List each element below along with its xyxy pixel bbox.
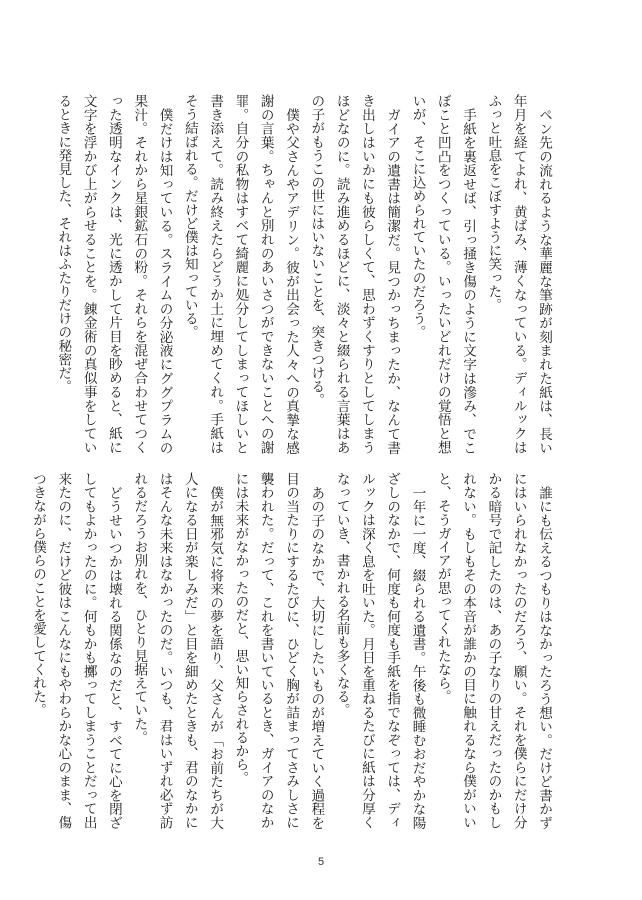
paragraph: 誰にも伝えるつもりはなかったろう想い。だけど書かずにはいられなかったのだろう、願い。それを僕らにだけ分かる暗号で記したのは、あの子なりの甘えだったのかもしれない。もしもその本音が誰かの目に触れるなら僕がいいと、そうガイアが思ってくれたなら。 xyxy=(434,472,552,829)
paragraph: 僕だけは知っている。スライムの分泌液にググプラムの果汁。それから星銀鉱石の粉。それらを混ぜ合わせてつくった透明なインクは、光に透かして片目を眇めると、紙に文字を浮かび上がらせることを。錬金術の真似事をしているときに発見した、それはふたりだけの秘密だ。 xyxy=(55,94,173,454)
paragraph: 一年に一度、綴られる遺書。午後も微睡むおだやかな陽ざしのなかで、何度も何度も手紙を指でなぞっては、ディルックは深く息を吐いた。月日を重ねるたびに紙は分厚くなっていき、書かれる名前も多くなる。 xyxy=(333,472,426,829)
paragraph: 僕や父さんやアデリン。彼が出会った人々への真摯な感謝の言葉。ちゃんと別れのあいさつができないことへの謝罪。自分の私物はすべて綺麗に処分してしまってほしいと書き添えて。読み終えたらどうか土に埋めてくれ。手紙はそう結ばれる。だけど僕は知っている。 xyxy=(181,94,300,454)
page-number: 5 xyxy=(317,856,325,868)
paragraph: どうせいつかは壊れる関係なのだと、すべてに心を閉ざしてもよかったのに。何もかも擲ってしまうことだって出来たのに、だけど彼はこんなにもやわらかな心のまま、傷つきながら僕らのことを愛してくれた。 xyxy=(30,472,122,829)
paragraph: 手紙を裏返せば、引っ掻き傷のように文字は滲み、でこぼこと凹凸をつくっている。いったいどれだけの覚悟と想いが、そこに込められていたのだろう。 xyxy=(409,94,477,454)
paragraph: ガイアの遺書は簡潔だ。見つかっちまったか、なんて書き出しはいかにも彼らしくて、思わずくすりとしてしまうほどなのに。読み進めるほどに、淡々と綴られる言葉はあの子がもうこの世にはいないことを、突きつける。 xyxy=(308,94,401,454)
lower-text-block xyxy=(30,472,556,829)
paragraph: ペン先の流れるような華麗な筆跡が刻まれた紙は、長い年月を経てよれ、黄ばみ、薄くなっている。ディルックはふっと吐息をこぼすように笑った。 xyxy=(485,94,552,454)
upper-text-block xyxy=(55,94,556,454)
paragraph: 僕が無邪気に将来の夢を語り、父さんが「お前たちが大人になる日が楽しみだ」と目を細めたときも、君のなかにはそんな未来はなかったのだ。いつも、君はいずれ必ず訪れるだろうお別れを、ひとり見据えていた。 xyxy=(131,472,224,829)
paragraph: あの子のなかで、大切にしたいものが増えていく過程を目の当たりにするたびに、ひどく胸が詰まってさみしさに襲われた。だって、これを書いているとき、ガイアのなかには未来がなかったのだと、思い知らされるから。 xyxy=(232,472,325,829)
